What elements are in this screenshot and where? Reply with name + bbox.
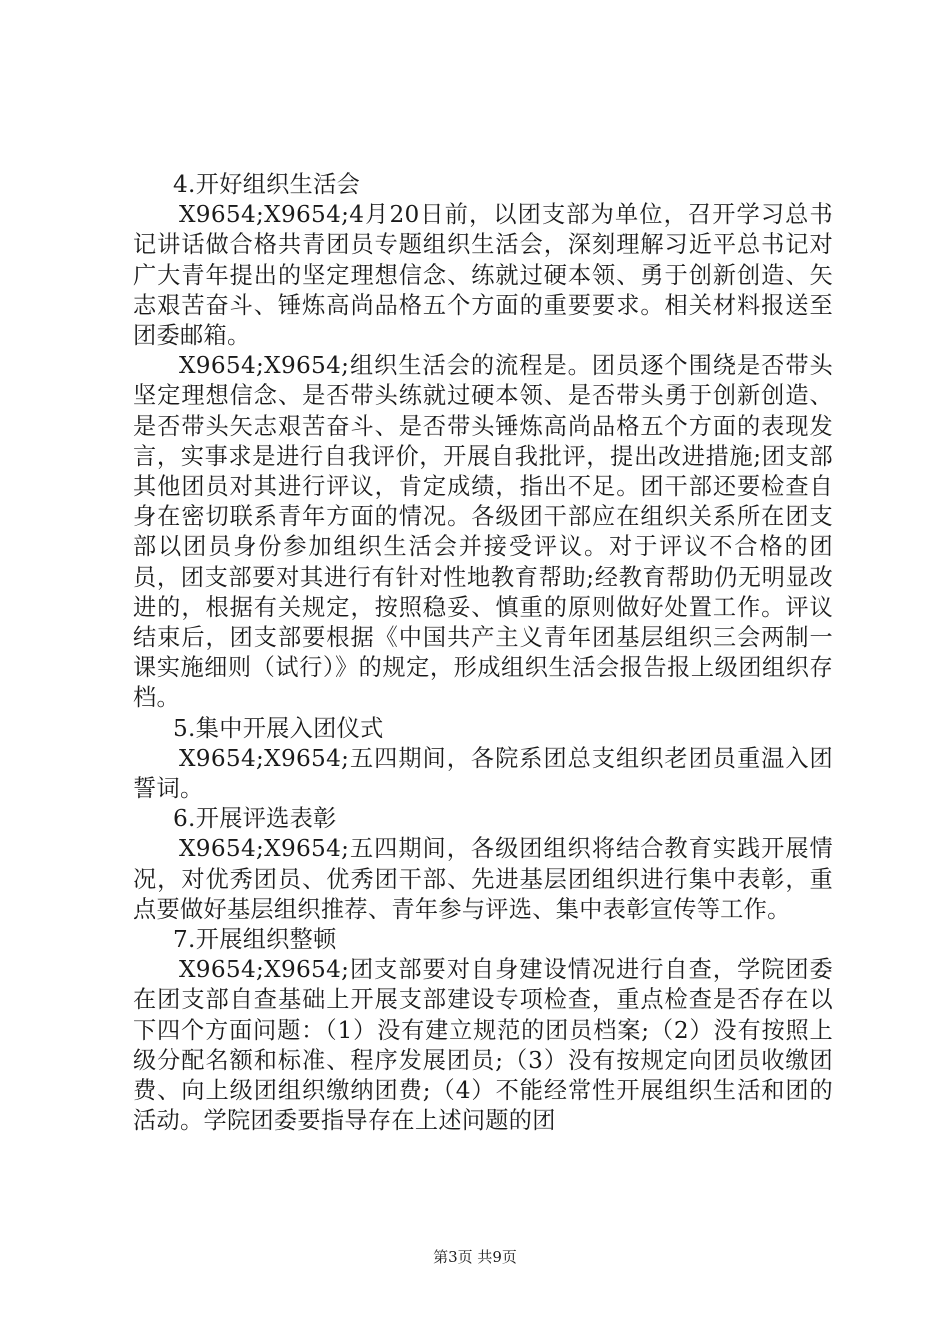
paragraph-rectification: X9654;X9654;团支部要对自身建设情况进行自查，学院团委在团支部自查基础上开展支部建设专项检查，重点检查是否存在以下四个方面问题：（1）没有建立规范的团员档案;（2）没有按照上级分配名额和标准、程序发展团员;（3）没有按规定向团员收缴团费、向上级团组织缴纳团费;（4）不能经常性开展组织生活和团的活动。学院团委要指导存在上述问题的团 xyxy=(133,956,833,1135)
paragraph-ceremony: X9654;X9654;五四期间，各院系团总支组织老团员重温入团誓词。 xyxy=(133,744,833,803)
section-heading-6: 6.开展评选表彰 xyxy=(173,805,337,833)
paragraph-schedule: X9654;X9654;4月20日前，以团支部为单位，召开学习总书记讲话做合格共青团员专题组织生活会，深刻理解习近平总书记对广大青年提出的坚定理想信念、练就过硬本领、勇于创新创造、矢志艰苦奋斗、锤炼高尚品格五个方面的重要要求。相关材料报送至团委邮箱。 xyxy=(133,201,833,350)
document-body xyxy=(133,170,833,1137)
section-heading-7: 7.开展组织整顿 xyxy=(173,926,337,954)
section-heading-5: 5.集中开展入团仪式 xyxy=(173,714,384,742)
paragraph-process: X9654;X9654;组织生活会的流程是。团员逐个围绕是否带头坚定理想信念、是否带头练就过硬本领、是否带头勇于创新创造、是否带头矢志艰苦奋斗、是否带头锤炼高尚品格五个方面的表现发言，实事求是进行自我评价，开展自我批评，提出改进措施;团支部其他团员对其进行评议，肯定成绩，指出不足。团干部还要检查自身在密切联系青年方面的情况。各级团干部应在组织关系所在团支部以团员身份参加组织生活会并接受评议。对于评议不合格的团员，团支部要对其进行有针对性地教育帮助;经教育帮助仍无明显改进的，根据有关规定，按照稳妥、慎重的原则做好处置工作。评议结束后，团支部要根据《中国共产主义青年团基层组织三会两制一课实施细则（试行）》的规定，形成组织生活会报告报上级团组织存档。 xyxy=(133,352,833,712)
page-number-footer: 第3页 共9页 xyxy=(433,1248,517,1266)
section-heading-4: 4.开好组织生活会 xyxy=(173,171,361,198)
paragraph-awards: X9654;X9654;五四期间，各级团组织将结合教育实践开展情况，对优秀团员、优秀团干部、先进基层团组织进行集中表彰，重点要做好基层组织推荐、青年参与评选、集中表彰宣传等工作。 xyxy=(133,835,833,923)
